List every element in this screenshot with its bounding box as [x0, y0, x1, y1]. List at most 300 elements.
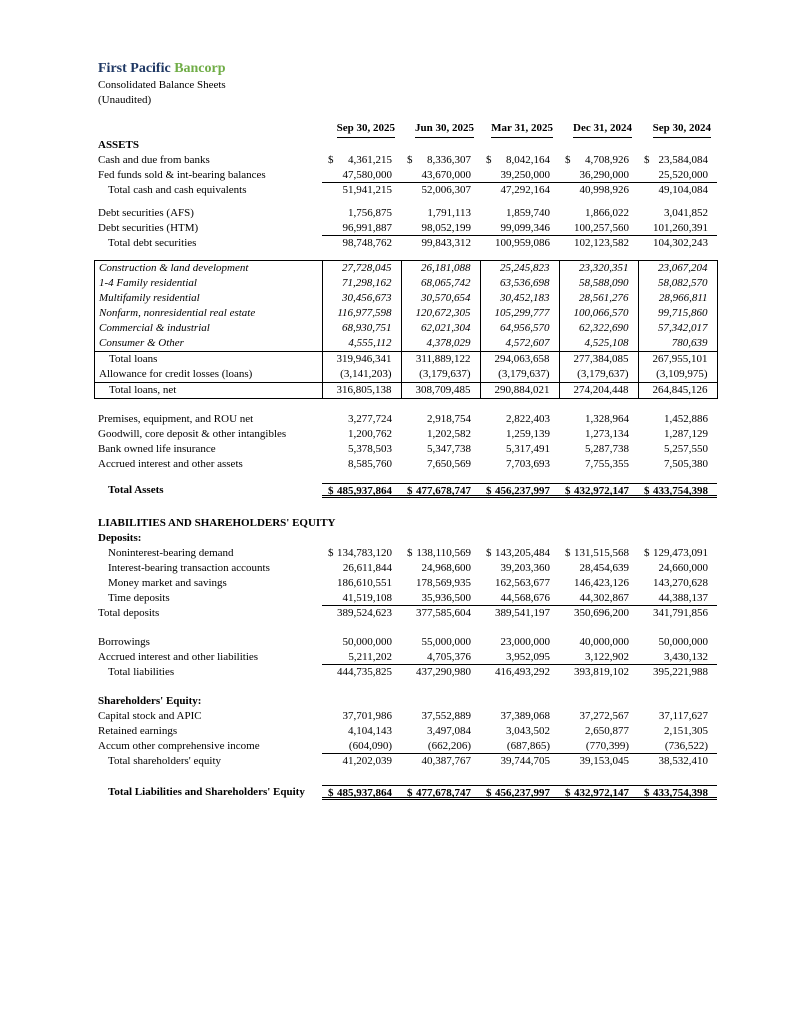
value-text: 7,755,355	[585, 458, 629, 470]
value-cell	[559, 786, 638, 797]
value-cell	[559, 383, 638, 398]
value-cell	[322, 276, 401, 291]
value-text: 274,204,448	[573, 384, 629, 396]
value-cell	[559, 336, 638, 351]
value-text: 1,259,139	[506, 428, 550, 440]
value-text: 40,000,000	[579, 636, 629, 648]
table-row	[98, 785, 717, 800]
row-values	[322, 739, 717, 754]
value-text: 5,317,491	[506, 443, 550, 455]
value-text: 2,822,403	[506, 413, 550, 425]
value-cell	[401, 724, 480, 739]
row-label: LIABILITIES AND SHAREHOLDERS' EQUITY	[98, 517, 336, 529]
value-cell	[322, 442, 401, 457]
value-text: 4,378,029	[426, 337, 471, 349]
column-header-label: Sep 30, 2025	[337, 121, 395, 138]
value-text: 456,237,997	[495, 485, 550, 497]
currency-symbol: $	[407, 154, 413, 166]
row-label: ASSETS	[98, 139, 139, 151]
value-text: 4,708,926	[585, 154, 629, 166]
value-cell	[559, 412, 638, 427]
row-values	[322, 635, 717, 650]
value-text: 316,805,138	[336, 384, 392, 396]
value-text: 7,650,569	[427, 458, 471, 470]
value-text: 4,572,607	[505, 337, 550, 349]
row-label: 1-4 Family residential	[99, 277, 197, 289]
value-text: 44,302,867	[579, 592, 629, 604]
currency-symbol: $	[644, 485, 650, 497]
value-text: 30,570,654	[421, 292, 471, 304]
row-label: Interest-bearing transaction accounts	[108, 562, 270, 574]
value-cell	[480, 561, 559, 576]
value-text: 143,205,484	[495, 547, 550, 559]
value-text: 4,555,112	[348, 337, 392, 349]
value-cell	[559, 206, 638, 221]
row-label: Multifamily residential	[99, 292, 200, 304]
value-cell	[638, 261, 717, 276]
currency-symbol: $	[565, 787, 571, 799]
value-cell	[401, 236, 480, 251]
row-values	[322, 709, 717, 724]
table-row	[98, 606, 717, 621]
value-cell	[638, 786, 717, 797]
value-text: 23,067,204	[658, 262, 708, 274]
value-cell	[559, 561, 638, 576]
currency-symbol: $	[407, 547, 413, 559]
value-text: 433,754,398	[653, 485, 708, 497]
row-values	[322, 665, 717, 680]
value-text: 37,701,986	[342, 710, 392, 722]
value-cell	[559, 261, 638, 276]
value-text: 41,202,039	[342, 755, 392, 767]
value-text: 28,454,639	[579, 562, 629, 574]
value-text: 30,456,673	[342, 292, 392, 304]
row-values	[322, 321, 717, 336]
row-label: Retained earnings	[98, 725, 178, 737]
row-label: Total liabilities	[108, 666, 175, 678]
value-text: 64,956,570	[500, 322, 550, 334]
value-text: 134,783,120	[337, 547, 392, 559]
value-cell	[638, 561, 717, 576]
value-text: 3,041,852	[664, 207, 708, 219]
table-row	[98, 457, 717, 472]
value-cell	[480, 739, 559, 753]
value-cell	[401, 306, 480, 321]
table-row	[98, 724, 717, 739]
row-values	[322, 261, 717, 276]
value-cell	[638, 484, 717, 495]
value-text: 39,250,000	[500, 169, 550, 181]
row-label: Accum other comprehensive income	[98, 740, 260, 752]
value-text: 444,735,825	[337, 666, 392, 678]
company-name	[98, 60, 717, 78]
value-text: 2,650,877	[585, 725, 629, 737]
value-cell	[638, 321, 717, 336]
document-title: Consolidated Balance Sheets	[98, 79, 226, 91]
table-row	[98, 739, 717, 754]
value-text: 129,473,091	[653, 547, 708, 559]
value-cell	[638, 650, 717, 664]
value-cell	[401, 442, 480, 457]
table-row	[98, 168, 717, 183]
row-values	[322, 153, 717, 168]
column-header-spacer	[98, 121, 322, 138]
value-cell	[638, 306, 717, 321]
value-text: 477,678,747	[416, 485, 471, 497]
value-text: 389,524,623	[337, 607, 392, 619]
value-text: 30,452,183	[500, 292, 550, 304]
section-heading-row	[98, 138, 717, 153]
row-label: Debt securities (AFS)	[98, 207, 194, 219]
value-text: 24,968,600	[421, 562, 471, 574]
value-cell	[401, 650, 480, 664]
value-text: 102,123,582	[574, 237, 629, 249]
value-text: 433,754,398	[653, 787, 708, 799]
value-cell	[401, 665, 480, 680]
value-cell	[322, 546, 401, 561]
value-text: 58,588,090	[579, 277, 629, 289]
table-row	[98, 412, 717, 427]
value-cell	[480, 754, 559, 769]
row-label: Debt securities (HTM)	[98, 222, 199, 234]
value-text: 50,000,000	[342, 636, 392, 648]
value-text: 456,237,997	[495, 787, 550, 799]
row-values	[322, 483, 717, 498]
value-text: 37,272,567	[579, 710, 629, 722]
row-label: Money market and savings	[108, 577, 227, 589]
row-values	[322, 206, 717, 221]
row-values	[322, 427, 717, 442]
value-cell	[322, 206, 401, 221]
value-text: 98,052,199	[421, 222, 471, 234]
value-text: 100,257,560	[574, 222, 629, 234]
value-cell	[559, 291, 638, 306]
value-text: 63,536,698	[500, 277, 550, 289]
value-cell	[401, 321, 480, 336]
value-text: 8,336,307	[427, 154, 471, 166]
row-values	[322, 221, 717, 236]
value-cell	[401, 606, 480, 621]
value-cell	[322, 412, 401, 427]
value-cell	[322, 606, 401, 621]
row-values	[322, 546, 717, 561]
row-values	[322, 576, 717, 591]
row-label: Time deposits	[108, 592, 170, 604]
value-text: (770,399)	[585, 740, 629, 752]
row-label: Construction & land development	[99, 262, 249, 274]
spacer	[98, 498, 717, 516]
value-cell	[401, 276, 480, 291]
row-values	[322, 606, 717, 621]
value-text: 28,966,811	[658, 292, 708, 304]
value-cell	[322, 352, 401, 367]
table-row	[98, 754, 717, 769]
value-cell	[401, 206, 480, 221]
value-text: 395,221,988	[653, 666, 708, 678]
value-text: 68,065,742	[421, 277, 471, 289]
value-cell	[322, 635, 401, 650]
value-cell	[401, 352, 480, 367]
value-cell	[559, 591, 638, 605]
value-cell	[638, 739, 717, 753]
value-cell	[638, 442, 717, 457]
value-text: 290,884,021	[494, 384, 550, 396]
value-text: 49,104,084	[658, 184, 708, 196]
value-cell	[638, 412, 717, 427]
currency-symbol: $	[486, 547, 492, 559]
row-label: Accrued interest and other assets	[98, 458, 243, 470]
value-text: 477,678,747	[416, 787, 471, 799]
value-cell	[401, 383, 480, 398]
value-cell	[322, 168, 401, 182]
currency-symbol: $	[328, 485, 334, 497]
value-cell	[638, 754, 717, 769]
value-cell	[559, 367, 638, 382]
value-text: 350,696,200	[574, 607, 629, 619]
table-row	[98, 635, 717, 650]
row-values	[322, 291, 717, 306]
currency-symbol: $	[565, 547, 571, 559]
column-header	[480, 121, 559, 138]
value-text: 100,066,570	[573, 307, 629, 319]
table-row	[98, 206, 717, 221]
spacer	[98, 399, 717, 412]
value-cell	[638, 336, 717, 351]
currency-symbol: $	[328, 787, 334, 799]
value-text: 3,043,502	[506, 725, 550, 737]
value-text: 389,541,197	[495, 607, 550, 619]
value-cell	[638, 383, 717, 398]
value-text: 264,845,126	[652, 384, 708, 396]
value-cell	[401, 457, 480, 472]
value-text: 51,941,215	[342, 184, 392, 196]
section-heading-row	[98, 531, 717, 546]
row-label: Bank owned life insurance	[98, 443, 216, 455]
column-headers	[322, 121, 717, 138]
value-text: 8,585,760	[348, 458, 392, 470]
value-text: 5,287,738	[585, 443, 629, 455]
value-text: (3,179,637)	[577, 368, 629, 380]
value-cell	[559, 236, 638, 251]
table-row	[98, 561, 717, 576]
value-cell	[638, 183, 717, 198]
value-text: 47,580,000	[342, 169, 392, 181]
spacer	[98, 680, 717, 694]
table-row	[95, 321, 717, 336]
value-cell	[559, 442, 638, 457]
table-row	[98, 442, 717, 457]
value-cell	[480, 383, 559, 398]
value-text: 277,384,085	[573, 353, 629, 365]
value-cell	[480, 484, 559, 495]
value-cell	[559, 352, 638, 367]
value-cell	[559, 168, 638, 182]
spacer	[98, 621, 717, 635]
value-cell	[480, 786, 559, 797]
value-cell	[638, 427, 717, 442]
value-cell	[480, 321, 559, 336]
value-text: 120,672,305	[415, 307, 471, 319]
value-text: 1,756,875	[348, 207, 392, 219]
value-cell	[638, 457, 717, 472]
value-cell	[480, 206, 559, 221]
value-cell	[638, 709, 717, 724]
value-cell	[401, 561, 480, 576]
value-text: 55,000,000	[421, 636, 471, 648]
value-cell	[401, 546, 480, 561]
row-values	[322, 754, 717, 769]
value-text: 44,388,137	[658, 592, 708, 604]
value-text: 780,639	[671, 337, 708, 349]
value-cell	[638, 168, 717, 182]
row-label: Accrued interest and other liabilities	[98, 651, 259, 663]
value-cell	[480, 591, 559, 605]
value-text: (3,109,975)	[656, 368, 708, 380]
column-header-label: Sep 30, 2024	[653, 121, 711, 138]
value-text: 416,493,292	[495, 666, 550, 678]
value-cell	[638, 724, 717, 739]
value-cell	[559, 276, 638, 291]
table-row	[95, 367, 717, 382]
value-text: 2,151,305	[664, 725, 708, 737]
value-cell	[559, 321, 638, 336]
value-text: 52,006,307	[421, 184, 471, 196]
section-heading-row	[98, 694, 717, 709]
row-values	[322, 442, 717, 457]
value-text: 58,082,570	[658, 277, 708, 289]
value-text: (736,522)	[664, 740, 708, 752]
value-text: (687,865)	[506, 740, 550, 752]
value-text: 5,211,202	[348, 651, 392, 663]
value-text: 101,260,391	[653, 222, 708, 234]
table-row	[95, 306, 717, 321]
value-cell	[322, 321, 401, 336]
value-text: (3,179,637)	[498, 368, 550, 380]
row-values	[322, 650, 717, 665]
value-cell	[559, 739, 638, 753]
value-cell	[480, 457, 559, 472]
table-row	[98, 236, 717, 251]
value-text: 4,705,376	[427, 651, 471, 663]
row-label: Total Assets	[108, 484, 164, 496]
value-cell	[480, 183, 559, 198]
column-header	[322, 121, 401, 138]
value-cell	[638, 591, 717, 605]
value-cell	[559, 306, 638, 321]
value-cell	[322, 367, 401, 382]
value-cell	[559, 457, 638, 472]
value-cell	[559, 183, 638, 198]
row-label: Capital stock and APIC	[98, 710, 202, 722]
value-cell	[401, 412, 480, 427]
balance-sheet-table	[98, 121, 717, 800]
value-text: 25,245,823	[500, 262, 550, 274]
row-label: Cash and due from banks	[98, 154, 210, 166]
value-cell	[559, 221, 638, 235]
value-text: 99,099,346	[500, 222, 550, 234]
row-values	[322, 412, 717, 427]
company-name-primary: First Pacific	[98, 61, 171, 76]
row-label: Deposits:	[98, 532, 142, 544]
currency-symbol: $	[407, 787, 413, 799]
row-label: Fed funds sold & int-bearing balances	[98, 169, 266, 181]
value-cell	[480, 261, 559, 276]
value-cell	[322, 457, 401, 472]
value-text: 23,000,000	[500, 636, 550, 648]
value-text: 27,728,045	[342, 262, 392, 274]
value-text: 39,744,705	[500, 755, 550, 767]
column-header-label: Mar 31, 2025	[491, 121, 553, 138]
value-cell	[559, 427, 638, 442]
value-text: 98,748,762	[342, 237, 392, 249]
value-text: 5,347,738	[427, 443, 471, 455]
value-text: 62,021,304	[421, 322, 471, 334]
row-values	[322, 561, 717, 576]
value-cell	[401, 739, 480, 753]
value-cell	[559, 546, 638, 561]
table-row	[98, 576, 717, 591]
value-cell	[559, 635, 638, 650]
table-row	[98, 183, 717, 198]
value-text: 43,670,000	[421, 169, 471, 181]
value-cell	[401, 591, 480, 605]
row-label: Allowance for credit losses (loans)	[99, 368, 253, 380]
value-cell	[480, 606, 559, 621]
value-cell	[480, 306, 559, 321]
value-cell	[638, 635, 717, 650]
value-cell	[480, 168, 559, 182]
row-values	[322, 236, 717, 251]
value-cell	[401, 484, 480, 495]
value-text: 4,525,108	[584, 337, 629, 349]
table-row	[95, 382, 717, 398]
column-header-label: Dec 31, 2024	[573, 121, 632, 138]
value-cell	[480, 427, 559, 442]
value-text: 143,270,628	[653, 577, 708, 589]
value-cell	[480, 709, 559, 724]
value-text: 99,843,312	[421, 237, 471, 249]
value-text: 35,936,500	[421, 592, 471, 604]
value-cell	[322, 291, 401, 306]
value-cell	[559, 606, 638, 621]
value-cell	[638, 665, 717, 680]
value-cell	[322, 591, 401, 605]
table-row	[95, 276, 717, 291]
value-cell	[480, 336, 559, 351]
value-text: 319,946,341	[336, 353, 392, 365]
column-header-label: Jun 30, 2025	[415, 121, 474, 138]
value-text: 1,328,964	[585, 413, 629, 425]
value-cell	[401, 786, 480, 797]
value-cell	[322, 236, 401, 251]
table-row	[95, 336, 717, 351]
value-text: 23,320,351	[579, 262, 629, 274]
value-cell	[559, 153, 638, 168]
value-text: 294,063,658	[494, 353, 550, 365]
value-cell	[480, 650, 559, 664]
value-text: 485,937,864	[337, 787, 392, 799]
value-text: 2,918,754	[427, 413, 471, 425]
value-text: 47,292,164	[500, 184, 550, 196]
value-cell	[322, 427, 401, 442]
value-cell	[322, 724, 401, 739]
value-text: 105,299,777	[494, 307, 550, 319]
value-cell	[480, 442, 559, 457]
value-text: 96,991,887	[342, 222, 392, 234]
row-label: Noninterest-bearing demand	[108, 547, 234, 559]
value-cell	[559, 724, 638, 739]
row-values	[322, 168, 717, 183]
